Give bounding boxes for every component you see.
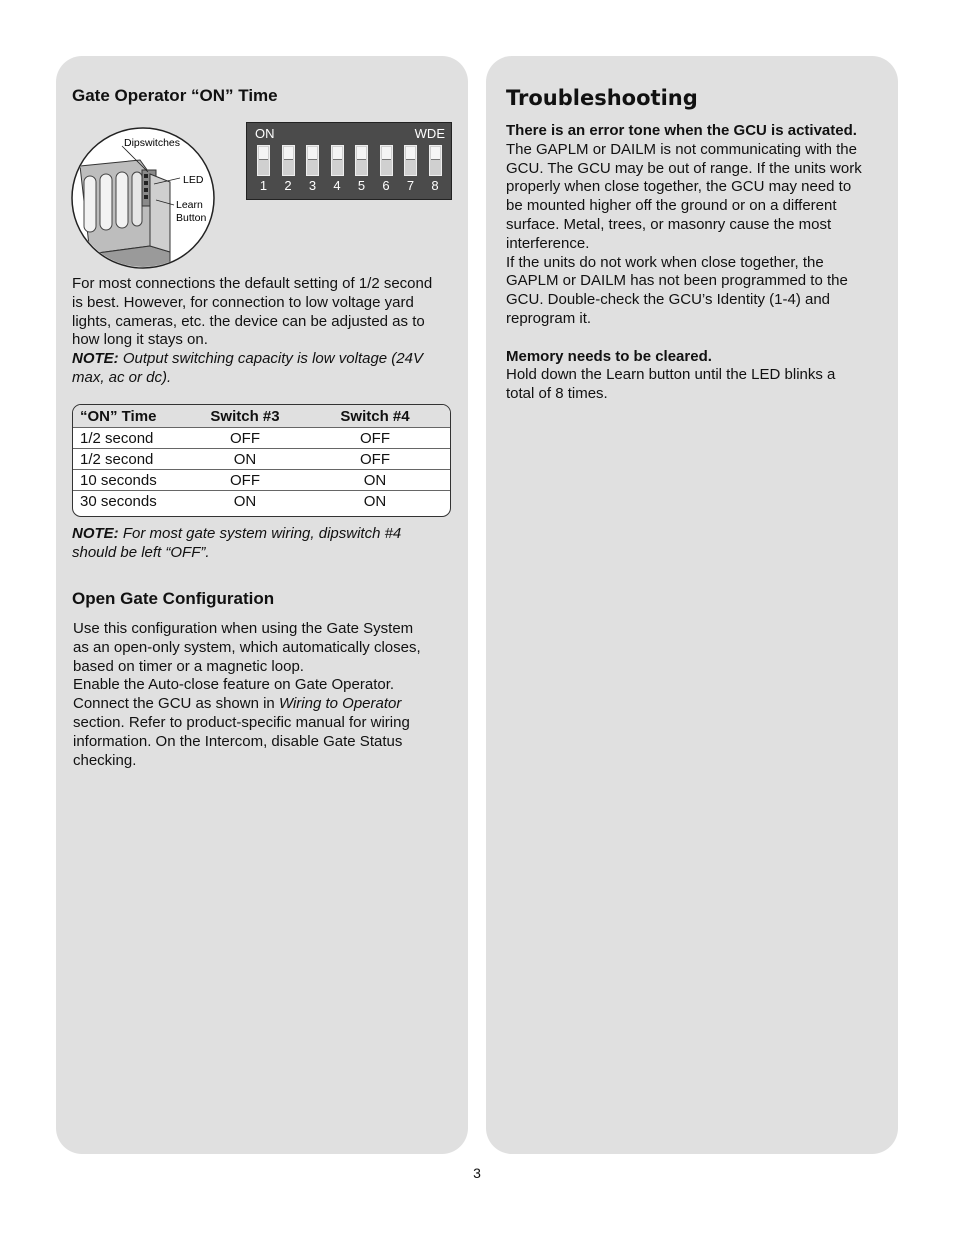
text-line: how long it stays on. [72, 331, 208, 349]
spacer [506, 329, 891, 348]
table-cell: OFF [300, 428, 450, 449]
text-line: Hold down the Learn button until the LED blinks a [506, 366, 836, 384]
page-number: 3 [473, 1165, 481, 1181]
text-line: be mounted higher off the ground or on a different [506, 197, 837, 215]
text-line: The GAPLM or DAILM is not communicating with the [506, 140, 857, 158]
text-line: For most connections the default setting of 1/2 second [72, 275, 433, 292]
table-cell: ON [300, 491, 450, 512]
dip-number: 1 [259, 178, 268, 193]
wiring-reference: Wiring to Operator [278, 695, 402, 713]
dip-switch-6 [380, 145, 393, 176]
text-line: lights, cameras, etc. the device can be adjusted as to [72, 312, 425, 330]
dipswitch-note [72, 525, 457, 563]
text-line: section. Refer to product-specific manual for wiring [73, 713, 410, 731]
text-line [73, 695, 458, 714]
note-line [72, 525, 457, 544]
table-cell: ON [190, 491, 300, 512]
dip-switch-8 [429, 145, 442, 176]
table-cell: ON [300, 470, 450, 491]
on-time-table [72, 404, 451, 517]
dip-number: 3 [308, 178, 317, 193]
troubleshooting-content [506, 122, 891, 404]
table-cell: OFF [300, 449, 450, 470]
dip-switch-5 [355, 145, 368, 176]
text-line: Use this configuration when using the Gate System [73, 620, 414, 637]
text-line: is best. However, for connection to low voltage yard [72, 293, 414, 311]
note-line [72, 350, 457, 369]
text-line: as an open-only system, which automatically closes, [73, 638, 421, 656]
note-text: max, ac or dc). [72, 368, 172, 386]
dip-number: 4 [333, 178, 341, 193]
dip-switch-2 [282, 145, 295, 176]
troubleshooting-title: Troubleshooting [506, 86, 698, 110]
table-row [73, 449, 450, 470]
dip-number: 5 [357, 178, 366, 193]
text-line: GCU. The GCU may be out of range. If the units work [506, 159, 862, 177]
note-label: NOTE: [72, 525, 119, 542]
table-header: “ON” Time [73, 405, 190, 428]
table-header-row [73, 405, 450, 428]
dip-switch-7 [404, 145, 417, 176]
text-line: based on timer or a magnetic loop. [73, 657, 304, 675]
open-gate-paragraph [73, 620, 458, 770]
led-callout: LED [183, 174, 204, 186]
dipswitches-callout: Dipswitches [124, 137, 181, 149]
text-line: If the units do not work when close together, the [506, 253, 824, 271]
text-line: reprogram it. [506, 309, 592, 327]
dip-switch-3 [306, 145, 319, 176]
table-cell: ON [190, 449, 300, 470]
table-row [73, 428, 450, 449]
text-line: interference. [506, 234, 590, 252]
text-line: GAPLM or DAILM has not been programmed to the [506, 272, 848, 290]
dip-switch-4 [331, 145, 344, 176]
open-gate-title: Open Gate Configuration [72, 589, 275, 608]
note-text: For most gate system wiring, dipswitch #4 [122, 525, 402, 542]
table-cell: OFF [190, 428, 300, 449]
gate-operator-title: Gate Operator “ON” Time [72, 86, 278, 105]
note-text: should be left “OFF”. [72, 543, 210, 561]
table-cell: 1/2 second [73, 449, 190, 470]
table-row [73, 491, 450, 512]
text-span: Connect the GCU as shown in [73, 695, 279, 713]
table-cell: 10 seconds [73, 470, 190, 491]
table-cell: 1/2 second [73, 428, 190, 449]
table-header: Switch #4 [300, 405, 450, 428]
dip-switch-1 [257, 145, 270, 176]
dip-number: 2 [284, 178, 292, 193]
text-line: information. On the Intercom, disable Gate Status [73, 732, 403, 750]
text-line: surface. Metal, trees, or masonry cause the most [506, 215, 832, 233]
gcu-device-illustration [70, 126, 220, 271]
dipswitch-bank [246, 122, 452, 200]
table-cell: OFF [190, 470, 300, 491]
issue-heading: There is an error tone when the GCU is activated. [506, 122, 857, 139]
learn-callout-line1: Learn [176, 199, 203, 211]
table-cell: 30 seconds [73, 491, 190, 512]
table-row [73, 470, 450, 491]
dip-on-label: ON [255, 126, 275, 141]
dip-number: 7 [406, 178, 415, 193]
issue-heading: Memory needs to be cleared. [506, 347, 712, 365]
text-line: checking. [73, 751, 137, 769]
dip-number: 8 [431, 178, 439, 193]
text-line: properly when close together, the GCU may need to [506, 178, 852, 196]
text-line: Enable the Auto-close feature on Gate Operator. [73, 676, 395, 694]
learn-callout-line2: Button [176, 212, 207, 224]
intro-paragraph [72, 275, 457, 388]
dip-wde-label: WDE [414, 126, 445, 141]
table-header: Switch #3 [190, 405, 300, 428]
note-text: Output switching capacity is low voltage (24V [122, 350, 423, 368]
text-line: GCU. Double-check the GCU’s Identity (1-4) and [506, 291, 831, 309]
dip-number: 6 [382, 178, 390, 193]
text-line: total of 8 times. [506, 385, 608, 403]
note-label: NOTE: [72, 350, 119, 368]
